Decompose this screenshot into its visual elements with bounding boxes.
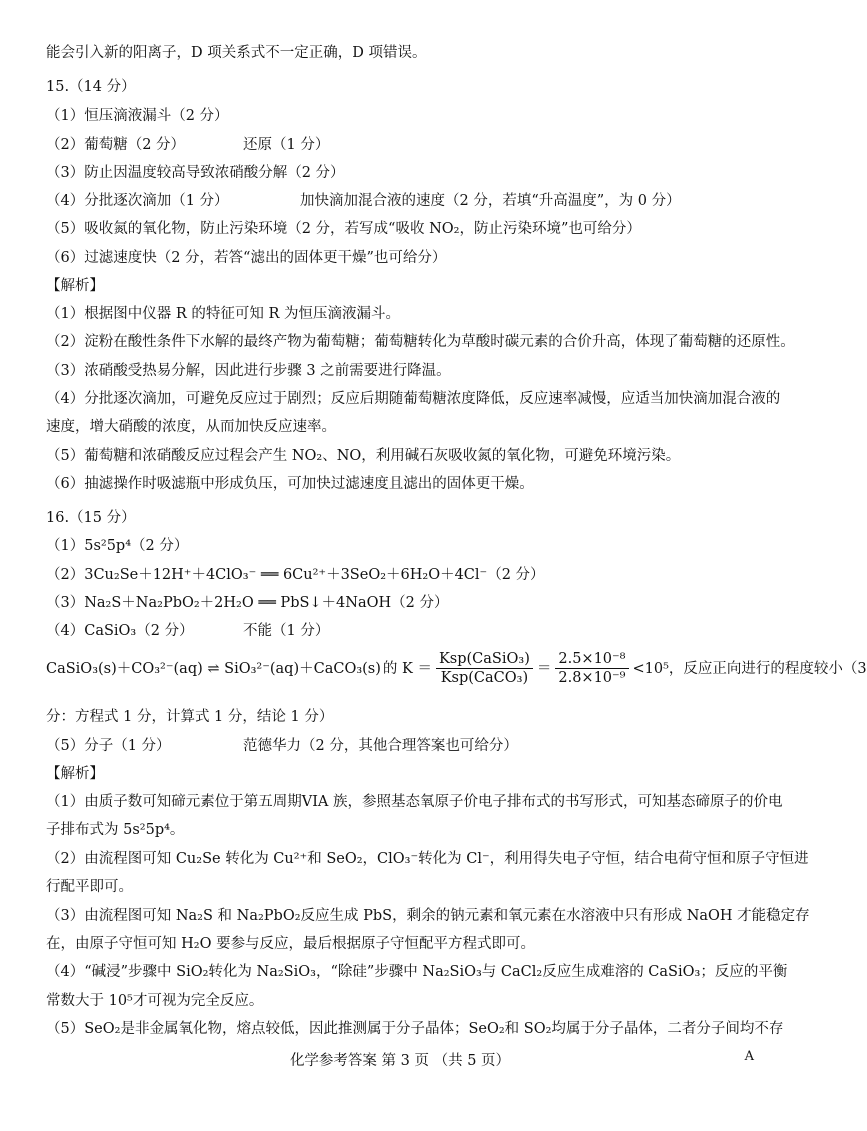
answer-line [46,191,760,211]
equation-k: 的 K ＝ [382,660,432,677]
page-footer: 化学参考答案 第 3 页 （共 5 页） [289,1053,511,1069]
equilibrium-equation [46,650,867,687]
analysis-line: （2）淀粉在酸性条件下水解的最终产物为葡萄糖；葡萄糖转化为草酸时碳元素的合价升高，体现了葡萄糖的还原性。 [46,334,795,350]
answer-part: （4）CaSiO₃（2 分） [46,623,194,639]
analysis-line: （3）浓硝酸受热易分解，因此进行步骤 3 之前需要进行降温。 [46,363,451,379]
answer-line: （3）Na₂S＋Na₂PbO₂＋2H₂O ══ PbS↓＋4NaOH（2 分） [46,595,449,611]
answer-line: （1）恒压滴液漏斗（2 分） [46,108,229,124]
analysis-line: （4）分批逐次滴加，可避免反应过于剧烈；反应后期随葡萄糖浓度降低，反应速率减慢，应适当加快滴加混合液的 [46,391,781,407]
analysis-line: 行配平即可。 [46,879,133,895]
answer-line: （3）防止因温度较高导致浓硝酸分解（2 分） [46,165,345,181]
analysis-line: （3）由流程图可知 Na₂S 和 Na₂PbO₂反应生成 PbS，剩余的钠元素和氧元素在水溶液中只有形成 NaOH 才能稳定存 [46,908,810,924]
answer-part: （5）分子（1 分） [46,738,171,754]
analysis-line: 速度，增大硝酸的浓度，从而加快反应速率。 [46,419,336,435]
analysis-line: 子排布式为 5s²5p⁴。 [46,822,185,838]
analysis-line: （5）葡萄糖和浓硝酸反应过程会产生 NO₂、NO，利用碱石灰吸收氮的氧化物，可避免环境污染。 [46,448,681,464]
fraction-numerator: Ksp(CaSiO₃) [436,650,533,669]
analysis-heading: 【解析】 [46,766,104,782]
analysis-line: （2）由流程图可知 Cu₂Se 转化为 Cu²⁺和 SeO₂，ClO₃⁻转化为 Cl⁻，利用得失电子守恒，结合电荷守恒和原子守恒进 [46,851,809,867]
answer-line: （5）吸收氮的氧化物，防止污染环境（2 分，若写成“吸收 NO₂，防止污染环境”也可给分） [46,221,641,237]
answer-part: （2）葡萄糖（2 分） [46,137,186,153]
analysis-line: （6）抽滤操作时吸滤瓶中形成负压，可加快过滤速度且滤出的固体更干燥。 [46,476,534,492]
answer-line: （2）3Cu₂Se＋12H⁺＋4ClO₃⁻ ══ 6Cu²⁺＋3SeO₂＋6H₂O＋4Cl⁻（2 分） [46,567,545,583]
answer-part: 加快滴加混合液的速度（2 分，若填“升高温度”，为 0 分） [300,193,681,209]
equals-sign: ＝ [536,660,552,677]
question-heading: 16.（15 分） [46,510,136,526]
fraction-denominator: Ksp(CaCO₃) [440,670,529,686]
equation-left: CaSiO₃(s)＋CO₃²⁻(aq) ⇌ SiO₃²⁻(aq)＋CaCO₃(s) [46,660,381,677]
ksp-fraction [436,650,533,687]
answer-line: 分：方程式 1 分，计算式 1 分，结论 1 分） [46,709,334,725]
answer-part: 范德华力（2 分，其他合理答案也可给分） [243,738,518,754]
fraction-denominator: 2.8×10⁻⁹ [558,670,626,686]
text-line: 能会引入新的阳离子，D 项关系式不一定正确，D 项错误。 [46,45,427,61]
answer-line [46,736,760,756]
analysis-heading: 【解析】 [46,278,104,294]
answer-line: （1）5s²5p⁴（2 分） [46,538,189,554]
answer-line [46,135,760,155]
analysis-line: （4）“碱浸”步骤中 SiO₂转化为 Na₂SiO₃，“除硅”步骤中 Na₂SiO₃与 CaCl₂反应生成难溶的 CaSiO₃；反应的平衡 [46,964,788,980]
analysis-line: 在，由原子守恒可知 H₂O 要参与反应，最后根据原子守恒配平方程式即可。 [46,936,536,952]
answer-part: 不能（1 分） [243,623,330,639]
answer-line [46,621,760,641]
question-heading: 15.（14 分） [46,79,136,95]
analysis-line: 常数大于 10⁵才可视为完全反应。 [46,993,264,1009]
answer-part: 还原（1 分） [243,137,330,153]
equation-tail: <10⁵，反应正向进行的程度较小（3 [632,660,867,677]
analysis-line: （1）根据图中仪器 R 的特征可知 R 为恒压滴液漏斗。 [46,306,400,322]
value-fraction [555,650,628,687]
paper-version-mark: A [744,1049,754,1064]
analysis-line: （1）由质子数可知碲元素位于第五周期VIA 族，参照基态氧原子价电子排布式的书写形式，可知基态碲原子的价电 [46,794,783,810]
answer-part: （4）分批逐次滴加（1 分） [46,193,229,209]
fraction-numerator: 2.5×10⁻⁸ [555,650,628,669]
analysis-line: （5）SeO₂是非金属氧化物，熔点较低，因此推测属于分子晶体；SeO₂和 SO₂均属于分子晶体，二者分子间均不存 [46,1021,784,1037]
answer-line: （6）过滤速度快（2 分，若答“滤出的固体更干燥”也可给分） [46,250,447,266]
